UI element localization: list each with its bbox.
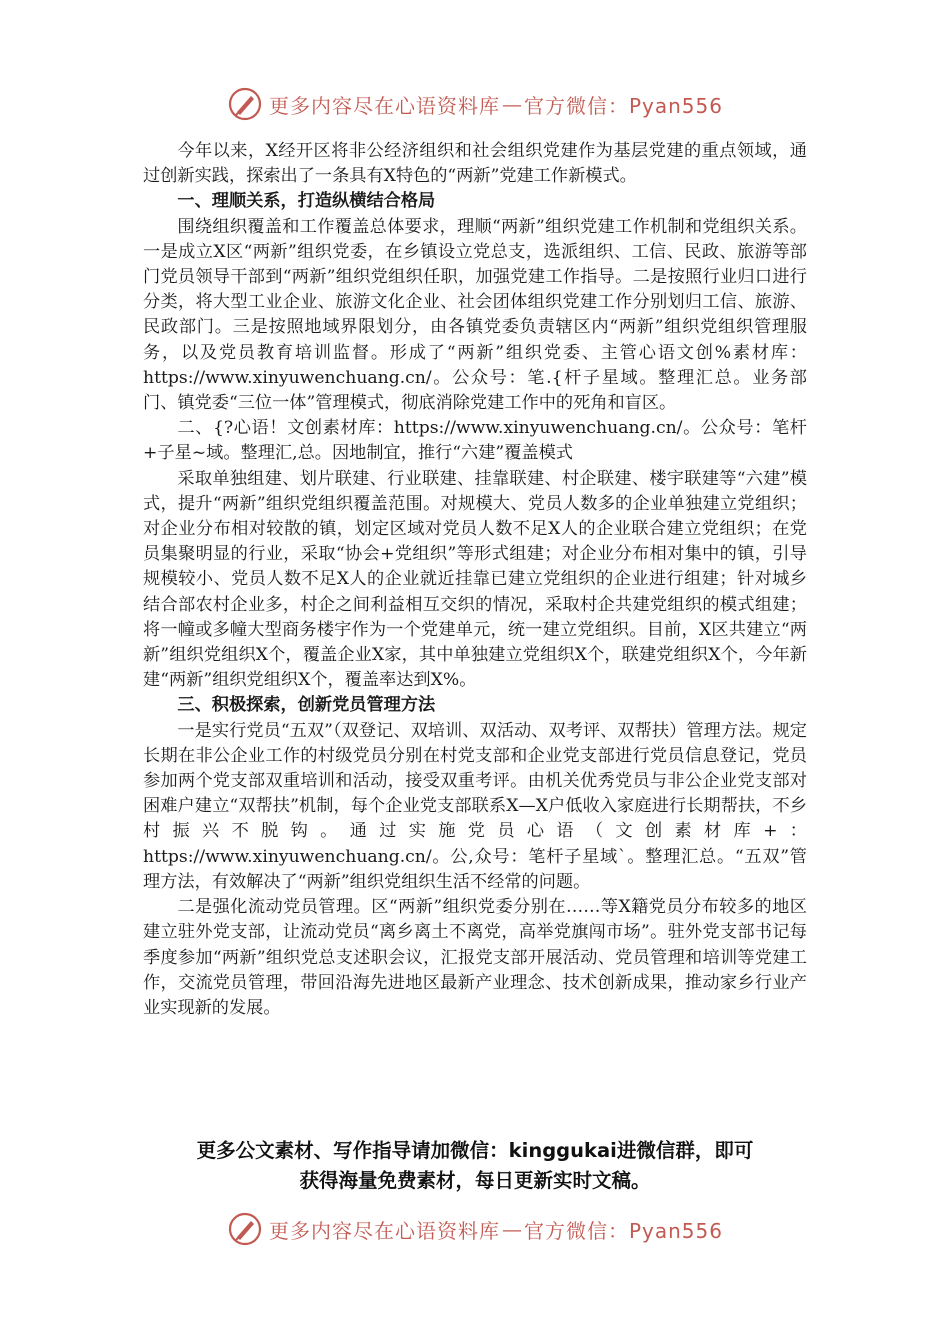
pen-circle-logo-icon (227, 1211, 263, 1247)
intro-paragraph: 今年以来，X经开区将非公经济组织和社会组织党建作为基层党建的重点领域，通过创新实践，探索出了一条具有X特色的“两新”党建工作新模式。 (143, 141, 807, 187)
banner-text: 更多内容尽在心语资料库 (268, 93, 500, 118)
section-3-paragraph-2: 二是强化流动党员管理。区“两新”组织党委分别在……等X籍党员分布较多的地区建立驻外党支部，让流动党员“离乡离土不离党，高举党旗闯市场”。驻外党支部书记每季度参加“两新”组织党总支述职会议，汇报党支部开展活动、党员管理和培训等党建工作，交流党员管理，带回沿海先进地区最新产业理念、技术创新成果，推动家乡行业产业实现新的发展。 (143, 897, 807, 1018)
section-3-heading: 三、积极探索，创新党员管理方法 (177, 695, 436, 716)
banner-separator: — (501, 92, 522, 116)
promo-footer (143, 1136, 807, 1196)
promo-line-1: 更多公文素材、写作指导请加微信：kinggukai进微信群，即可 (196, 1139, 754, 1162)
banner-separator: — (501, 1217, 522, 1241)
banner-account: 官方微信：Pyan556 (523, 1218, 723, 1243)
section-2-heading: 二、{?心语！文创素材库：https://www.xinyuwenchuang.cn/。公众号：笔杆+子星~域。整理汇,总。因地制宜，推行“六建”覆盖模式 (143, 418, 807, 464)
footer-banner (0, 1207, 950, 1251)
section-3-paragraph-1: 一是实行党员“五双”（双登记、双培训、双活动、双考评、双帮扶）管理方法。规定长期在非公企业工作的村级党员分别在村党支部和企业党支部进行党员信息登记，党员参加两个党支部双重培训和活动，接受双重考评。由机关优秀党员与非公企业党支部对困难户建立“双帮扶”机制，每个企业党支部联系X—X户低收入家庭进行长期帮扶，不乡村振兴不脱钩。通过实施党员心语（文创素材库+：https://www.xinyuwenchuang.cn/。公,众号：笔杆子星域`。整理汇总。“五双”管理方法，有效解决了“两新”组织党组织生活不经常的问题。 (143, 720, 807, 892)
header-banner (0, 82, 950, 126)
section-1-heading: 一、理顺关系，打造纵横结合格局 (177, 191, 436, 212)
banner-text: 更多内容尽在心语资料库 (268, 1218, 500, 1243)
promo-line-2: 获得海量免费素材，每日更新实时文稿。 (299, 1169, 651, 1192)
pen-circle-logo-icon (227, 86, 263, 122)
article-body (143, 139, 807, 1021)
section-1-paragraph: 围绕组织覆盖和工作覆盖总体要求，理顺“两新”组织党建工作机制和党组织关系。一是成立X区“两新”组织党委，在乡镇设立党总支，选派组织、工信、民政、旅游等部门党员领导干部到“两新”组织党组织任职，加强党建工作指导。二是按照行业归口进行分类，将大型工业企业、旅游文化企业、社会团体组织党建工作分别划归工信、旅游、民政部门。三是按照地域界限划分，由各镇党委负责辖区内“两新”组织党组织管理服务，以及党员教育培训监督。形成了“两新”组织党委、主管心语文创%素材库：https://www.xinyuwenchuang.cn/。公众号：笔.{杆子星域。整理汇总。业务部门、镇党委“三位一体”管理模式，彻底消除党建工作中的死角和盲区。 (143, 216, 807, 414)
banner-account: 官方微信：Pyan556 (523, 93, 723, 118)
section-2-paragraph: 采取单独组建、划片联建、行业联建、挂靠联建、村企联建、楼宇联建等“六建”模式，提升“两新”组织党组织覆盖范围。对规模大、党员人数多的企业单独建立党组织；对企业分布相对较散的镇，划定区域对党员人数不足X人的企业联合建立党组织；在党员集聚明显的行业，采取“协会+党组织”等形式组建；对企业分布相对集中的镇，引导规模较小、党员人数不足X人的企业就近挂靠已建立党组织的企业进行组建；针对城乡结合部农村企业多，村企之间利益相互交织的情况，采取村企共建党组织的模式组建；将一幢或多幢大型商务楼宇作为一个党建单元，统一建立党组织。目前，X区共建立“两新”组织党组织X个，覆盖企业X家，其中单独建立党组织X个，联建党组织X个，今年新建“两新”组织党组织X个，覆盖率达到X%。 (143, 468, 807, 691)
